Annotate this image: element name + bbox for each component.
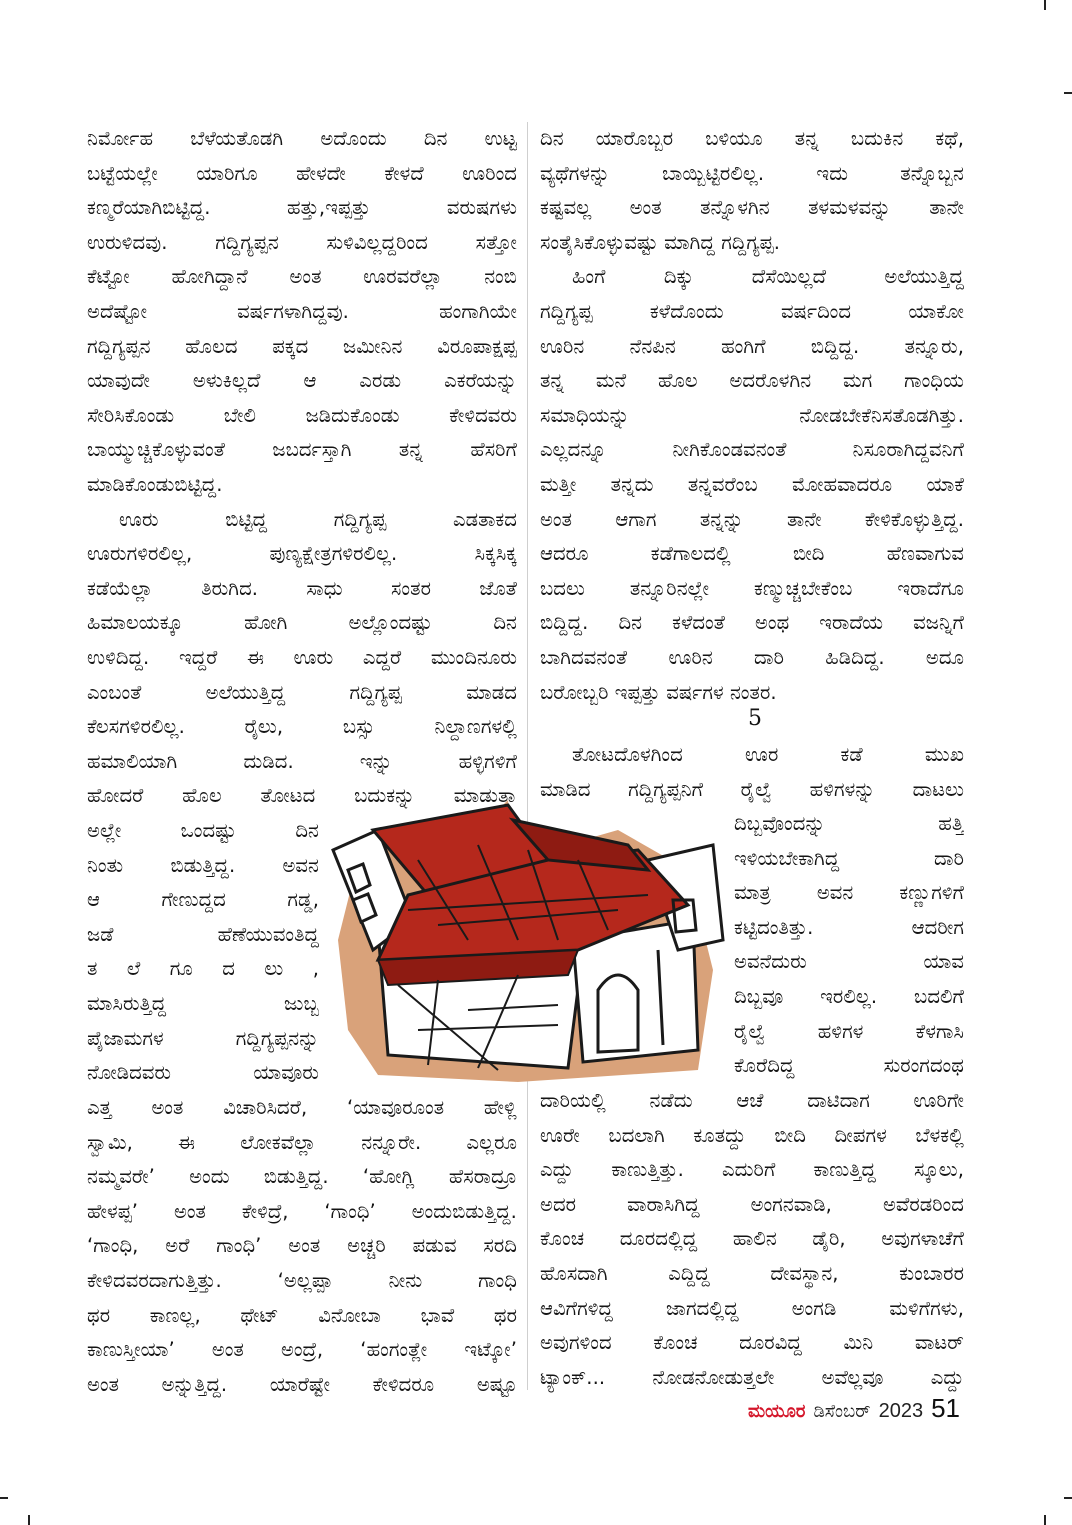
text-line: ಅಲ್ಲೇ ಒಂದಷ್ಟು ದಿನ (87, 819, 319, 842)
text-line: ಹೊಸದಾಗಿ ಎದ್ದಿದ್ದ ದೇವಸ್ಥಾನ, ಕುಂಬಾರರ (540, 1261, 964, 1285)
text-line: ಉಳಿದಿದ್ದ. ಇದ್ದರೆ ಈ ಊರು ಎದ್ದರೆ ಮುಂದಿನೂರು (87, 645, 517, 669)
text-line: ಆವಿಗೆಗಳಿದ್ದ ಜಾಗದಲ್ಲಿದ್ದ ಅಂಗಡಿ ಮಳಿಗೆಗಳು, (540, 1296, 964, 1320)
text-line: ವ್ಯಥೆಗಳನ್ನು ಬಾಯ್ಬಿಟ್ಟಿರಲಿಲ್ಲ. ಇದು ತನ್ನೊಬ್ಬನ (540, 161, 964, 185)
text-line: ‘ಗಾಂಧಿ, ಅರೆ ಗಾಂಧಿ’ ಅಂತ ಅಚ್ಚರಿ ಪಡುವ ಸರದಿ (87, 1234, 517, 1258)
section-number: 5 (748, 706, 762, 731)
text-line: ಗದ್ದಿಗ್ಯಪ್ಪ ಕಳೆದೊಂದು ವರ್ಷದಿಂದ ಯಾಕೋ (540, 299, 964, 323)
text-line: ಬಟ್ಟೆಯಲ್ಲೇ ಯಾರಿಗೂ ಹೇಳದೇ ಕೇಳದೆ ಊರಿಂದ (87, 161, 517, 185)
text-line: ಟ್ಯಾಂಕ್... ನೋಡನೋಡುತ್ತಲೇ ಅವೆಲ್ಲವೂ ಎದ್ದು (540, 1365, 964, 1389)
text-line: ಬರೋಬ್ಬರಿ ಇಪ್ಪತ್ತು ವರ್ಷಗಳ ನಂತರ. (540, 680, 777, 704)
text-line: ಪೈಜಾಮಗಳ ಗದ್ದಿಗ್ಯಪ್ಪನನ್ನು (87, 1026, 319, 1050)
crop-mark-top-right (1044, 0, 1046, 10)
text-line: ಜಡೆ ಹೆಣೆಯುವಂತಿದ್ದ (87, 922, 319, 946)
text-line: ಊರುಗಳಿರಲಿಲ್ಲ, ಪುಣ್ಯಕ್ಷೇತ್ರಗಳಿರಲಿಲ್ಲ. ಸಿಕ್ಕಸಿಕ್ಕ (87, 542, 517, 566)
text-line: ಅಂತ ಆಗಾಗ ತನ್ನನ್ನು ತಾನೇ ಕೇಳಿಕೊಳ್ಳುತ್ತಿದ್ದ. (540, 507, 964, 531)
crop-mark-bottom-left (0, 1497, 8, 1499)
crop-mark-bottom-mid (28, 1515, 30, 1525)
text-line: ದಿನ ಯಾರೊಬ್ಬರ ಬಳಿಯೂ ತನ್ನ ಬದುಕಿನ ಕಥೆ, (540, 127, 964, 150)
text-line: ಮಾಸಿರುತ್ತಿದ್ದ ಜುಬ್ಬ (87, 991, 319, 1015)
text-line: ಕಟ್ಟಿದಂತಿತ್ತು. ಆದರೀಗ (734, 915, 964, 939)
house-illustration-icon (318, 800, 728, 1082)
text-line: ಮಾಡಿಕೊಂಡುಬಿಟ್ಟಿದ್ದ. (87, 472, 223, 496)
text-line: ಹಿಮಾಲಯಕ್ಕೂ ಹೋಗಿ ಅಲ್ಲೊಂದಷ್ಟು ದಿನ (87, 611, 517, 635)
text-line: ಹಿಂಗೆ ದಿಕ್ಕು ದೆಸೆಯಿಲ್ಲದೆ ಅಲೆಯುತ್ತಿದ್ದ (572, 265, 964, 289)
text-line: ನೋಡಿದವರು ಯಾವೂರು (87, 1061, 319, 1085)
text-line: ಆದರೂ ಕಡೆಗಾಲದಲ್ಲಿ ಬೀದಿ ಹೆಣವಾಗುವ (540, 542, 964, 566)
crop-mark-right-upper (1064, 92, 1072, 94)
text-line: ಎದ್ದು ಕಾಣುತ್ತಿತ್ತು. ಎದುರಿಗೆ ಕಾಣುತ್ತಿದ್ದ ಸ್ಕೂಲು, (540, 1158, 964, 1182)
text-line: ಗದ್ದಿಗ್ಯಪ್ಪನ ಹೊಲದ ಪಕ್ಕದ ಜಮೀನಿನ ವಿರೂಪಾಕ್ಷಪ್ಪ (87, 334, 517, 358)
left-column-bottom (87, 1091, 517, 1402)
text-line: ಕಷ್ಟವಲ್ಲ ಅಂತ ತನ್ನೊಳಗಿನ ತಳಮಳವನ್ನು ತಾನೇ (540, 196, 964, 220)
text-line: ಮಾಡಿದ ಗದ್ದಿಗ್ಯಪ್ಪನಿಗೆ ರೈಲ್ವೆ ಹಳಿಗಳನ್ನು ದಾಟಲು (540, 777, 964, 801)
text-line: ತೋಟದೊಳಗಿಂದ ಊರ ಕಡೆ ಮುಖ (572, 743, 964, 766)
text-line: ಕೆಟ್ಟೋ ಹೋಗಿದ್ದಾನೆ ಅಂತ ಊರವರೆಲ್ಲಾ ನಂಬಿ (87, 265, 517, 289)
text-line: ಹೋದರೆ ಹೊಲ ತೋಟದ ಬದುಕನ್ನು ಮಾಡುತ್ತಾ (87, 784, 517, 808)
text-line: ಸಮಾಧಿಯನ್ನು ನೋಡಬೇಕೆನಿಸತೊಡಗಿತ್ತು. (540, 403, 964, 427)
text-line: ಸ್ವಾಮಿ, ಈ ಲೋಕವೆಲ್ಲಾ ನನ್ನೂರೇ. ಎಲ್ಲರೂ (87, 1130, 517, 1154)
text-line: ದಿಬ್ಬವೂ ಇರಲಿಲ್ಲ. ಬದಲಿಗೆ (734, 984, 964, 1008)
text-line: ದಾರಿಯಲ್ಲಿ ನಡೆದು ಆಚೆ ದಾಟಿದಾಗ ಊರಿಗೇ (540, 1089, 964, 1112)
text-line: ಎತ್ತ ಅಂತ ವಿಚಾರಿಸಿದರೆ, ‘ಯಾವೂರೂಂತ ಹೇಳ್ಲಿ (87, 1096, 517, 1119)
text-line: ನಿಂತು ಬಿಡುತ್ತಿದ್ದ. ಅವನ (87, 853, 319, 877)
text-line: ಹೇಳಪ್ಪ’ ಅಂತ ಕೇಳಿದ್ರೆ, ‘ಗಾಂಧಿ’ ಅಂದುಬಿಡುತ್ತಿದ್ದ. (87, 1199, 517, 1223)
text-line: ಕೆಲಸಗಳಿರಲಿಲ್ಲ. ರೈಲು, ಬಸ್ಸು ನಿಲ್ದಾಣಗಳಲ್ಲಿ (87, 715, 517, 739)
text-line: ಅದೆಷ್ಟೋ ವರ್ಷಗಳಾಗಿದ್ದವು. ಹಂಗಾಗಿಯೇ (87, 299, 517, 323)
text-line: ಮಾತ್ರ ಅವನ ಕಣ್ಣುಗಳಿಗೆ (734, 881, 964, 905)
left-column (87, 122, 517, 814)
text-line: ಕೊಂಚ ದೂರದಲ್ಲಿದ್ದ ಹಾಲಿನ ಡೈರಿ, ಅವುಗಳಾಚೆಗೆ (540, 1227, 964, 1251)
text-line: ಅವನೆದುರು ಯಾವ (734, 950, 964, 974)
issue-month: ಡಿಸೆಂಬರ್ (813, 1401, 871, 1421)
text-line: ದಿಬ್ಬವೊಂದನ್ನು ಹತ್ತಿ (734, 812, 964, 835)
text-line: ತ ಲೆ ಗೂ ದ ಲು , (87, 957, 319, 981)
page-footer (748, 1393, 960, 1427)
magazine-brand: ಮಯೂರ (748, 1401, 806, 1421)
text-line: ಮತ್ತೀ ತನ್ನದು ತನ್ನವರೆಂಬ ಮೋಹವಾದರೂ ಯಾಕೆ (540, 472, 964, 496)
text-line: ಬಾಯ್ಮುಚ್ಚಿಕೊಳ್ಳುವಂತೆ ಜಬರ್ದಸ್ತಾಗಿ ತನ್ನ ಹೆಸರಿಗೆ (87, 438, 517, 462)
text-line: ಉರುಳಿದವು. ಗದ್ದಿಗ್ಯಪ್ಪನ ಸುಳಿವಿಲ್ಲದ್ದರಿಂದ ಸತ್ತೋ (87, 230, 517, 254)
text-line: ಥರ ಕಾಣಲ್ಲ, ಥೇಟ್ ವಿನೋಬಾ ಭಾವೆ ಥರ (87, 1303, 517, 1327)
text-line: ಇಳಿಯಬೇಕಾಗಿದ್ದ ದಾರಿ (734, 846, 964, 870)
text-line: ಸೇರಿಸಿಕೊಂಡು ಬೇಲಿ ಜಡಿದುಕೊಂಡು ಕೇಳಿದವರು (87, 403, 517, 427)
column-divider (527, 122, 528, 1390)
text-line: ಕಣ್ಮರೆಯಾಗಿಬಿಟ್ಟಿದ್ದ. ಹತ್ತು,ಇಪ್ಪತ್ತು ವರುಷಗಳು (87, 196, 517, 220)
text-line: ಊರು ಬಿಟ್ಟಿದ್ದ ಗದ್ದಿಗ್ಯಪ್ಪ ಎಡತಾಕದ (119, 507, 517, 531)
text-line: ನಿರ್ಮೋಹ ಬೆಳೆಯತೊಡಗಿ ಅದೊಂದು ದಿನ ಉಟ್ಟ (87, 127, 517, 150)
text-line: ನಮ್ಮವರೇ’ ಅಂದು ಬಿಡುತ್ತಿದ್ದ. ‘ಹೋಗ್ಲಿ ಹೆಸರಾದ್ರೂ (87, 1165, 517, 1189)
text-line: ಸಂತೈಸಿಕೊಳ್ಳುವಷ್ಟು ಮಾಗಿದ್ದ ಗದ್ದಿಗ್ಯಪ್ಪ. (540, 230, 781, 254)
text-line: ಬಿದ್ದಿದ್ದ. ದಿನ ಕಳೆದಂತೆ ಅಂಥ ಇರಾದೆಯ ವಜನ್ನಿಗೆ (540, 611, 964, 635)
text-line: ಕೊರೆದಿದ್ದ ಸುರಂಗದಂಥ (734, 1054, 964, 1078)
left-column-wrap (87, 814, 319, 1091)
text-line: ಬಾಗಿದವನಂತೆ ಊರಿನ ದಾರಿ ಹಿಡಿದಿದ್ದ. ಅದೂ (540, 645, 964, 669)
text-line: ಯಾವುದೇ ಅಳುಕಿಲ್ಲದೆ ಆ ಎರಡು ಎಕರೆಯನ್ನು (87, 369, 517, 393)
text-line: ಅವುಗಳಿಂದ ಕೊಂಚ ದೂರವಿದ್ದ ಮಿನಿ ವಾಟರ್ (540, 1331, 964, 1355)
right-column-section (540, 738, 964, 807)
right-column (540, 122, 964, 710)
crop-mark-right-lower (1064, 1497, 1072, 1499)
issue-year: 2023 (878, 1400, 924, 1422)
text-line: ಕೇಳಿದವರದಾಗುತ್ತಿತ್ತು. ‘ಅಲ್ಲಪ್ಪಾ ನೀನು ಗಾಂಧಿ (87, 1268, 517, 1292)
text-line: ಕಡೆಯೆಲ್ಲಾ ತಿರುಗಿದ. ಸಾಧು ಸಂತರ ಜೊತೆ (87, 576, 517, 600)
text-line: ಎಲ್ಲದನ್ನೂ ನೀಗಿಕೊಂಡವನಂತೆ ನಿಸೂರಾಗಿದ್ದವನಿಗೆ (540, 438, 964, 462)
text-line: ಆ ಗೇಣುದ್ದದ ಗಡ್ಡ, (87, 888, 319, 912)
text-line: ಅದರ ವಾರಾಸಿಗಿದ್ದ ಅಂಗನವಾಡಿ, ಅವೆರಡರಿಂದ (540, 1192, 964, 1216)
text-line: ಊರಿನ ನೆನಪಿನ ಹಂಗಿಗೆ ಬಿದ್ದಿದ್ದ. ತನ್ನೂರು, (540, 334, 964, 358)
right-column-bottom (540, 1084, 964, 1395)
page-number: 51 (931, 1393, 960, 1423)
crop-mark-bottom-right (1044, 1515, 1046, 1525)
text-line: ಎಂಬಂತೆ ಅಲೆಯುತ್ತಿದ್ದ ಗದ್ದಿಗ್ಯಪ್ಪ ಮಾಡದ (87, 680, 517, 704)
text-line: ಊರೇ ಬದಲಾಗಿ ಕೂತದ್ದು ಬೀದಿ ದೀಪಗಳ ಬೆಳಕಲ್ಲಿ (540, 1123, 964, 1147)
text-line: ಕಾಣುಸ್ತೀಯಾ’ ಅಂತ ಅಂದ್ರೆ, ‘ಹಂಗಂತ್ಲೇ ಇಟ್ಕೋ’ (87, 1338, 517, 1362)
right-column-wrap (734, 807, 964, 1084)
text-line: ಬದಲು ತನ್ನೂರಿನಲ್ಲೇ ಕಣ್ಮುಚ್ಚಬೇಕೆಂಬ ಇರಾದೆಗೂ (540, 576, 964, 600)
text-line: ಅಂತ ಅನ್ನುತ್ತಿದ್ದ. ಯಾರೆಷ್ಟೇ ಕೇಳಿದರೂ ಅಷ್ಟೂ (87, 1372, 517, 1396)
text-line: ರೈಲ್ವೆ ಹಳಿಗಳ ಕೆಳಗಾಸಿ (734, 1019, 964, 1043)
text-line: ಹಮಾಲಿಯಾಗಿ ದುಡಿದ. ಇನ್ನು ಹಳ್ಳಿಗಳಿಗೆ (87, 749, 517, 773)
text-line: ತನ್ನ ಮನೆ ಹೊಲ ಅದರೊಳಗಿನ ಮಗ ಗಾಂಧಿಯ (540, 369, 964, 393)
